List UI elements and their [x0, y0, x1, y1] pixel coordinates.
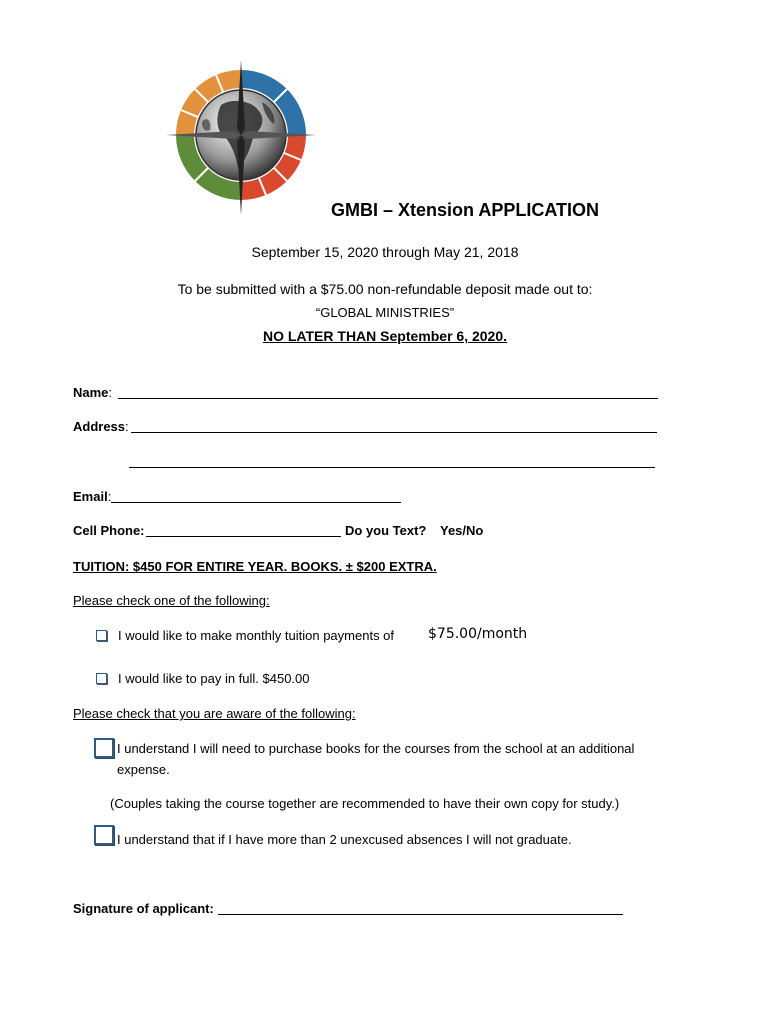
page-title: GMBI – Xtension APPLICATION — [331, 200, 600, 220]
name-row — [73, 385, 112, 400]
books-acknowledgement-line2: expense. — [117, 762, 170, 777]
name-field[interactable] — [118, 398, 658, 399]
tuition-note: TUITION: $450 FOR ENTIRE YEAR. BOOKS. ± $200 EXTRA. — [73, 559, 437, 574]
couples-note: (Couples taking the course together are recommended to have their own copy for study.) — [110, 796, 620, 811]
monthly-payment-checkbox[interactable] — [96, 630, 107, 641]
address-colon: : — [125, 419, 129, 434]
cell-phone-label: Cell Phone: — [73, 523, 145, 538]
email-field[interactable] — [111, 502, 401, 503]
deposit-line: To be submitted with a $75.00 non-refundable deposit made out to: — [177, 281, 593, 297]
email-row — [73, 489, 111, 504]
cell-phone-field[interactable] — [146, 536, 341, 537]
address-field-line2[interactable] — [129, 467, 655, 468]
payee: “GLOBAL MINISTRIES” — [315, 305, 455, 320]
books-acknowledgement-line1: I understand I will need to purchase books for the courses from the school at an additional — [117, 741, 635, 756]
monthly-payment-label: I would like to make monthly tuition payments of — [118, 628, 395, 643]
pay-full-checkbox[interactable] — [96, 673, 107, 684]
absences-acknowledgement-checkbox[interactable] — [94, 825, 114, 845]
address-field-line1[interactable] — [131, 432, 657, 433]
aware-heading: Please check that you are aware of the following: — [73, 706, 356, 721]
signature-field[interactable] — [218, 914, 623, 915]
books-acknowledgement-checkbox[interactable] — [94, 738, 114, 758]
monthly-amount-field[interactable]: $75.00/month — [428, 626, 528, 642]
text-options[interactable]: Yes/No — [440, 523, 484, 538]
absences-acknowledgement-label: I understand that if I have more than 2 unexcused absences I will not graduate. — [117, 832, 572, 847]
email-colon: : — [107, 489, 112, 504]
name-label: Name — [73, 385, 109, 400]
address-row — [73, 419, 129, 434]
text-question: Do you Text? — [345, 523, 427, 538]
signature-label: Signature of applicant: — [73, 901, 214, 916]
compass-globe-logo-icon — [166, 60, 316, 215]
program-dates: September 15, 2020 through May 21, 2018 — [251, 244, 519, 260]
address-label: Address — [73, 419, 126, 434]
check-one-heading: Please check one of the following: — [73, 593, 270, 608]
email-label: Email — [73, 489, 108, 504]
deadline: NO LATER THAN September 6, 2020. — [262, 328, 508, 344]
name-colon: : — [108, 385, 113, 400]
pay-full-label: I would like to pay in full. $450.00 — [118, 671, 310, 686]
